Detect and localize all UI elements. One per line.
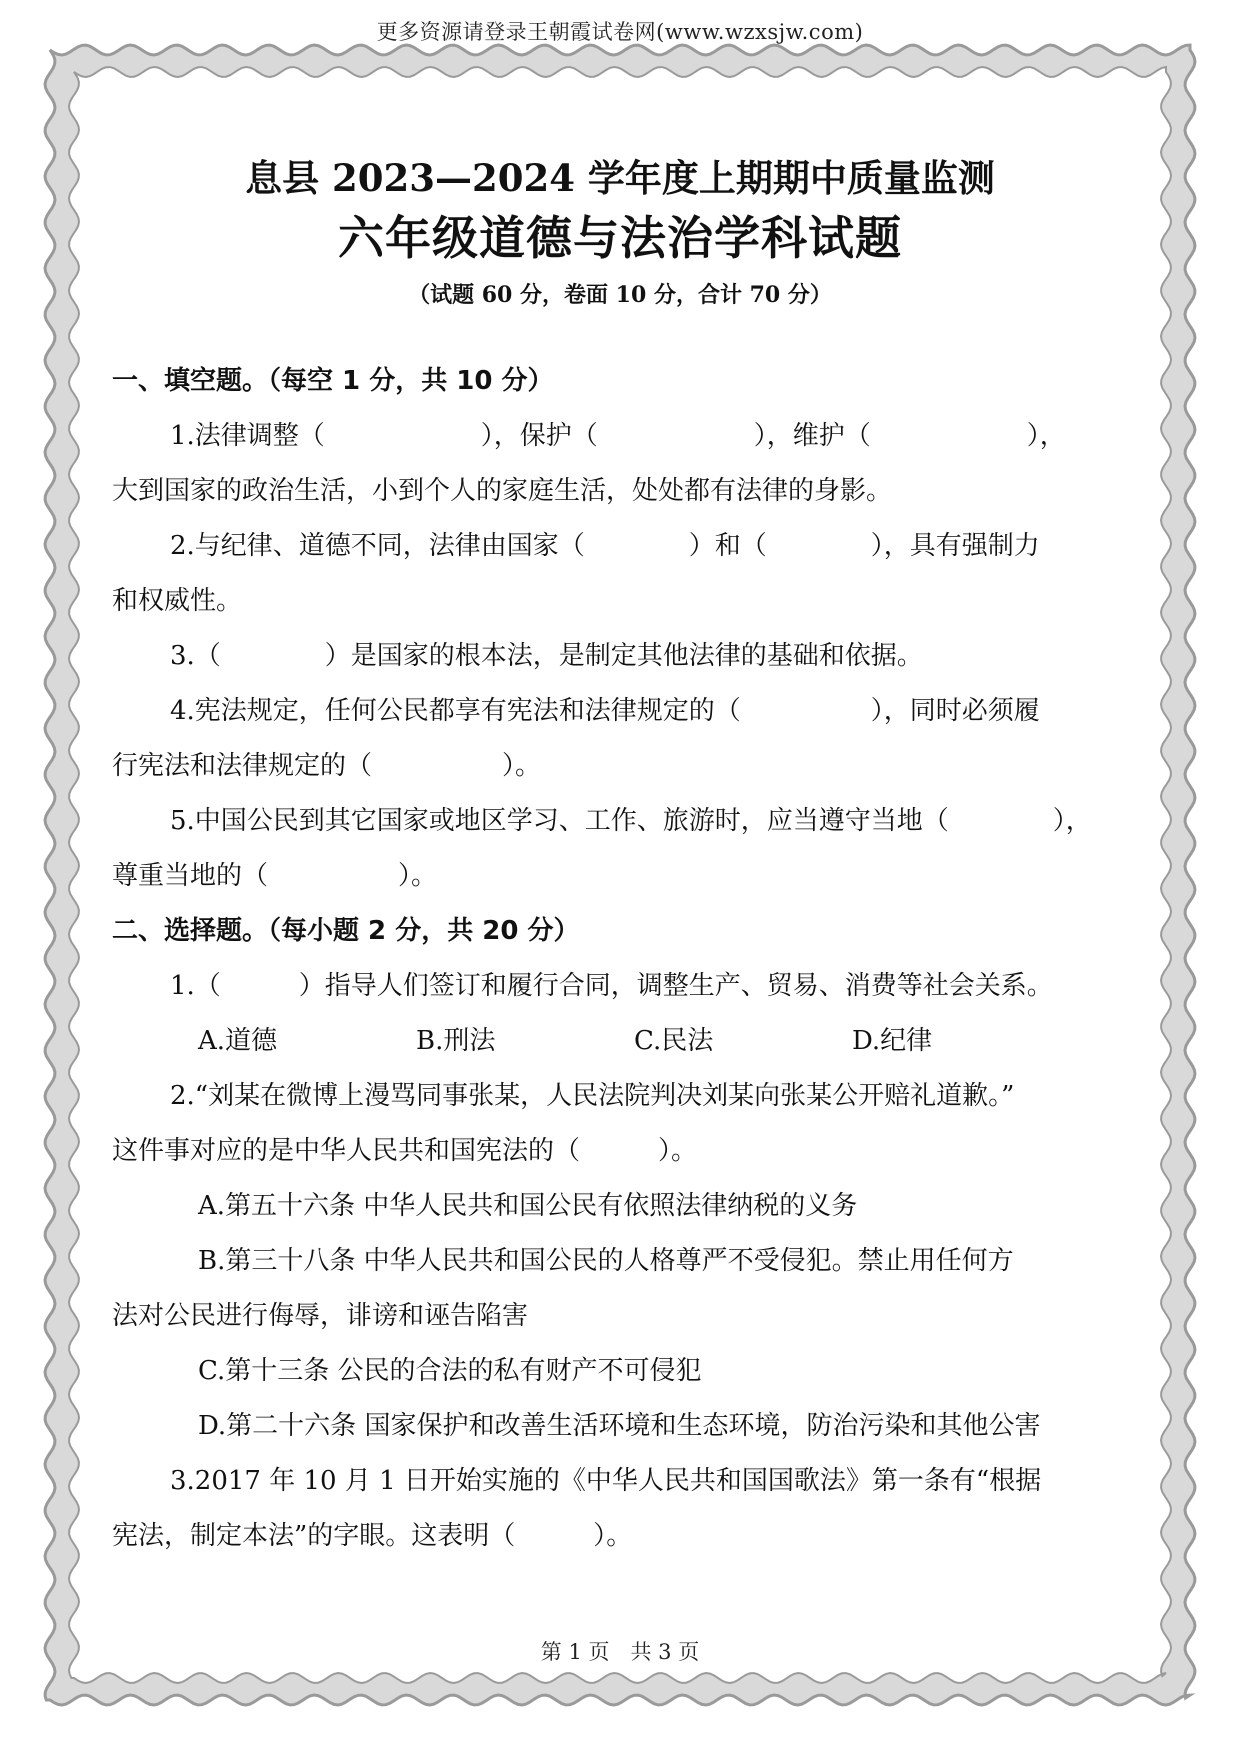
- choice-q2-option-d: D.第二十六条 国家保护和改善生活环境和生态环境，防治污染和其他公害: [198, 1411, 1041, 1441]
- choice-q3-stem-line2: 宪法，制定本法”的字眼。这表明（ ）。: [112, 1521, 633, 1551]
- choice-q3-stem-line1: 3.2017 年 10 月 1 日开始实施的《中华人民共和国国歌法》第一条有“根据: [170, 1466, 1042, 1496]
- fill-q1-line2: 大到国家的政治生活，小到个人的家庭生活，处处都有法律的身影。: [112, 476, 893, 506]
- choice-q1-option-b: B.刑法: [416, 1026, 496, 1056]
- choice-q1-option-c: C.民法: [634, 1026, 714, 1056]
- exam-title-line2: 六年级道德与法治学科试题: [338, 211, 902, 265]
- choice-q2-option-c: C.第十三条 公民的合法的私有财产不可侵犯: [198, 1356, 702, 1386]
- choice-q2-option-b-line2: 法对公民进行侮辱，诽谤和诬告陷害: [112, 1301, 529, 1331]
- choice-q2-option-a: A.第五十六条 中华人民共和国公民有依照法律纳税的义务: [198, 1191, 858, 1221]
- choice-q1-stem: 1.（ ）指导人们签订和履行合同，调整生产、贸易、消费等社会关系。: [170, 971, 1053, 1001]
- fill-q3-line1: 3.（ ）是国家的根本法，是制定其他法律的基础和依据。: [170, 641, 923, 671]
- exam-score-note: （试题 60 分，卷面 10 分，合计 70 分）: [408, 282, 832, 308]
- fill-q2-line2: 和权威性。: [112, 586, 243, 616]
- choice-q2-stem-line2: 这件事对应的是中华人民共和国宪法的（ ）。: [112, 1136, 698, 1166]
- fill-q2-line1: 2.与纪律、道德不同，法律由国家（ ）和（ ），具有强制力: [170, 531, 1040, 561]
- fill-q4-line1: 4.宪法规定，任何公民都享有宪法和法律规定的（ ），同时必须履: [170, 696, 1040, 726]
- choice-q1-options: [112, 1014, 1128, 1069]
- section2-heading: 二、选择题。（每小题 2 分，共 20 分）: [112, 916, 580, 946]
- top-banner: 更多资源请登录王朝霞试卷网(www.wzxsjw.com): [376, 20, 864, 44]
- fill-q4-line2: 行宪法和法律规定的（ ）。: [112, 751, 542, 781]
- fill-q5-line1: 5.中国公民到其它国家或地区学习、工作、旅游时，应当遵守当地（ ），: [170, 806, 1092, 836]
- page-number-footer: 第 1 页 共 3 页: [540, 1640, 700, 1664]
- fill-q5-line2: 尊重当地的（ ）。: [112, 861, 438, 891]
- choice-q2-stem-line1: 2.“刘某在微博上漫骂同事张某，人民法院判决刘某向张某公开赔礼道歉。”: [170, 1081, 1015, 1111]
- exam-title-line1: 息县 2023—2024 学年度上期期中质量监测: [245, 156, 995, 200]
- exam-page-content: [112, 150, 1128, 1564]
- choice-q1-option-d: D.纪律: [852, 1026, 933, 1056]
- choice-q1-option-a: A.道德: [198, 1026, 278, 1056]
- choice-q2-option-b-line1: B.第三十八条 中华人民共和国公民的人格尊严不受侵犯。禁止用任何方: [198, 1246, 1014, 1276]
- section1-heading: 一、填空题。（每空 1 分，共 10 分）: [112, 366, 554, 396]
- fill-q1-line1: 1.法律调整（ ），保护（ ），维护（ ），: [170, 421, 1066, 451]
